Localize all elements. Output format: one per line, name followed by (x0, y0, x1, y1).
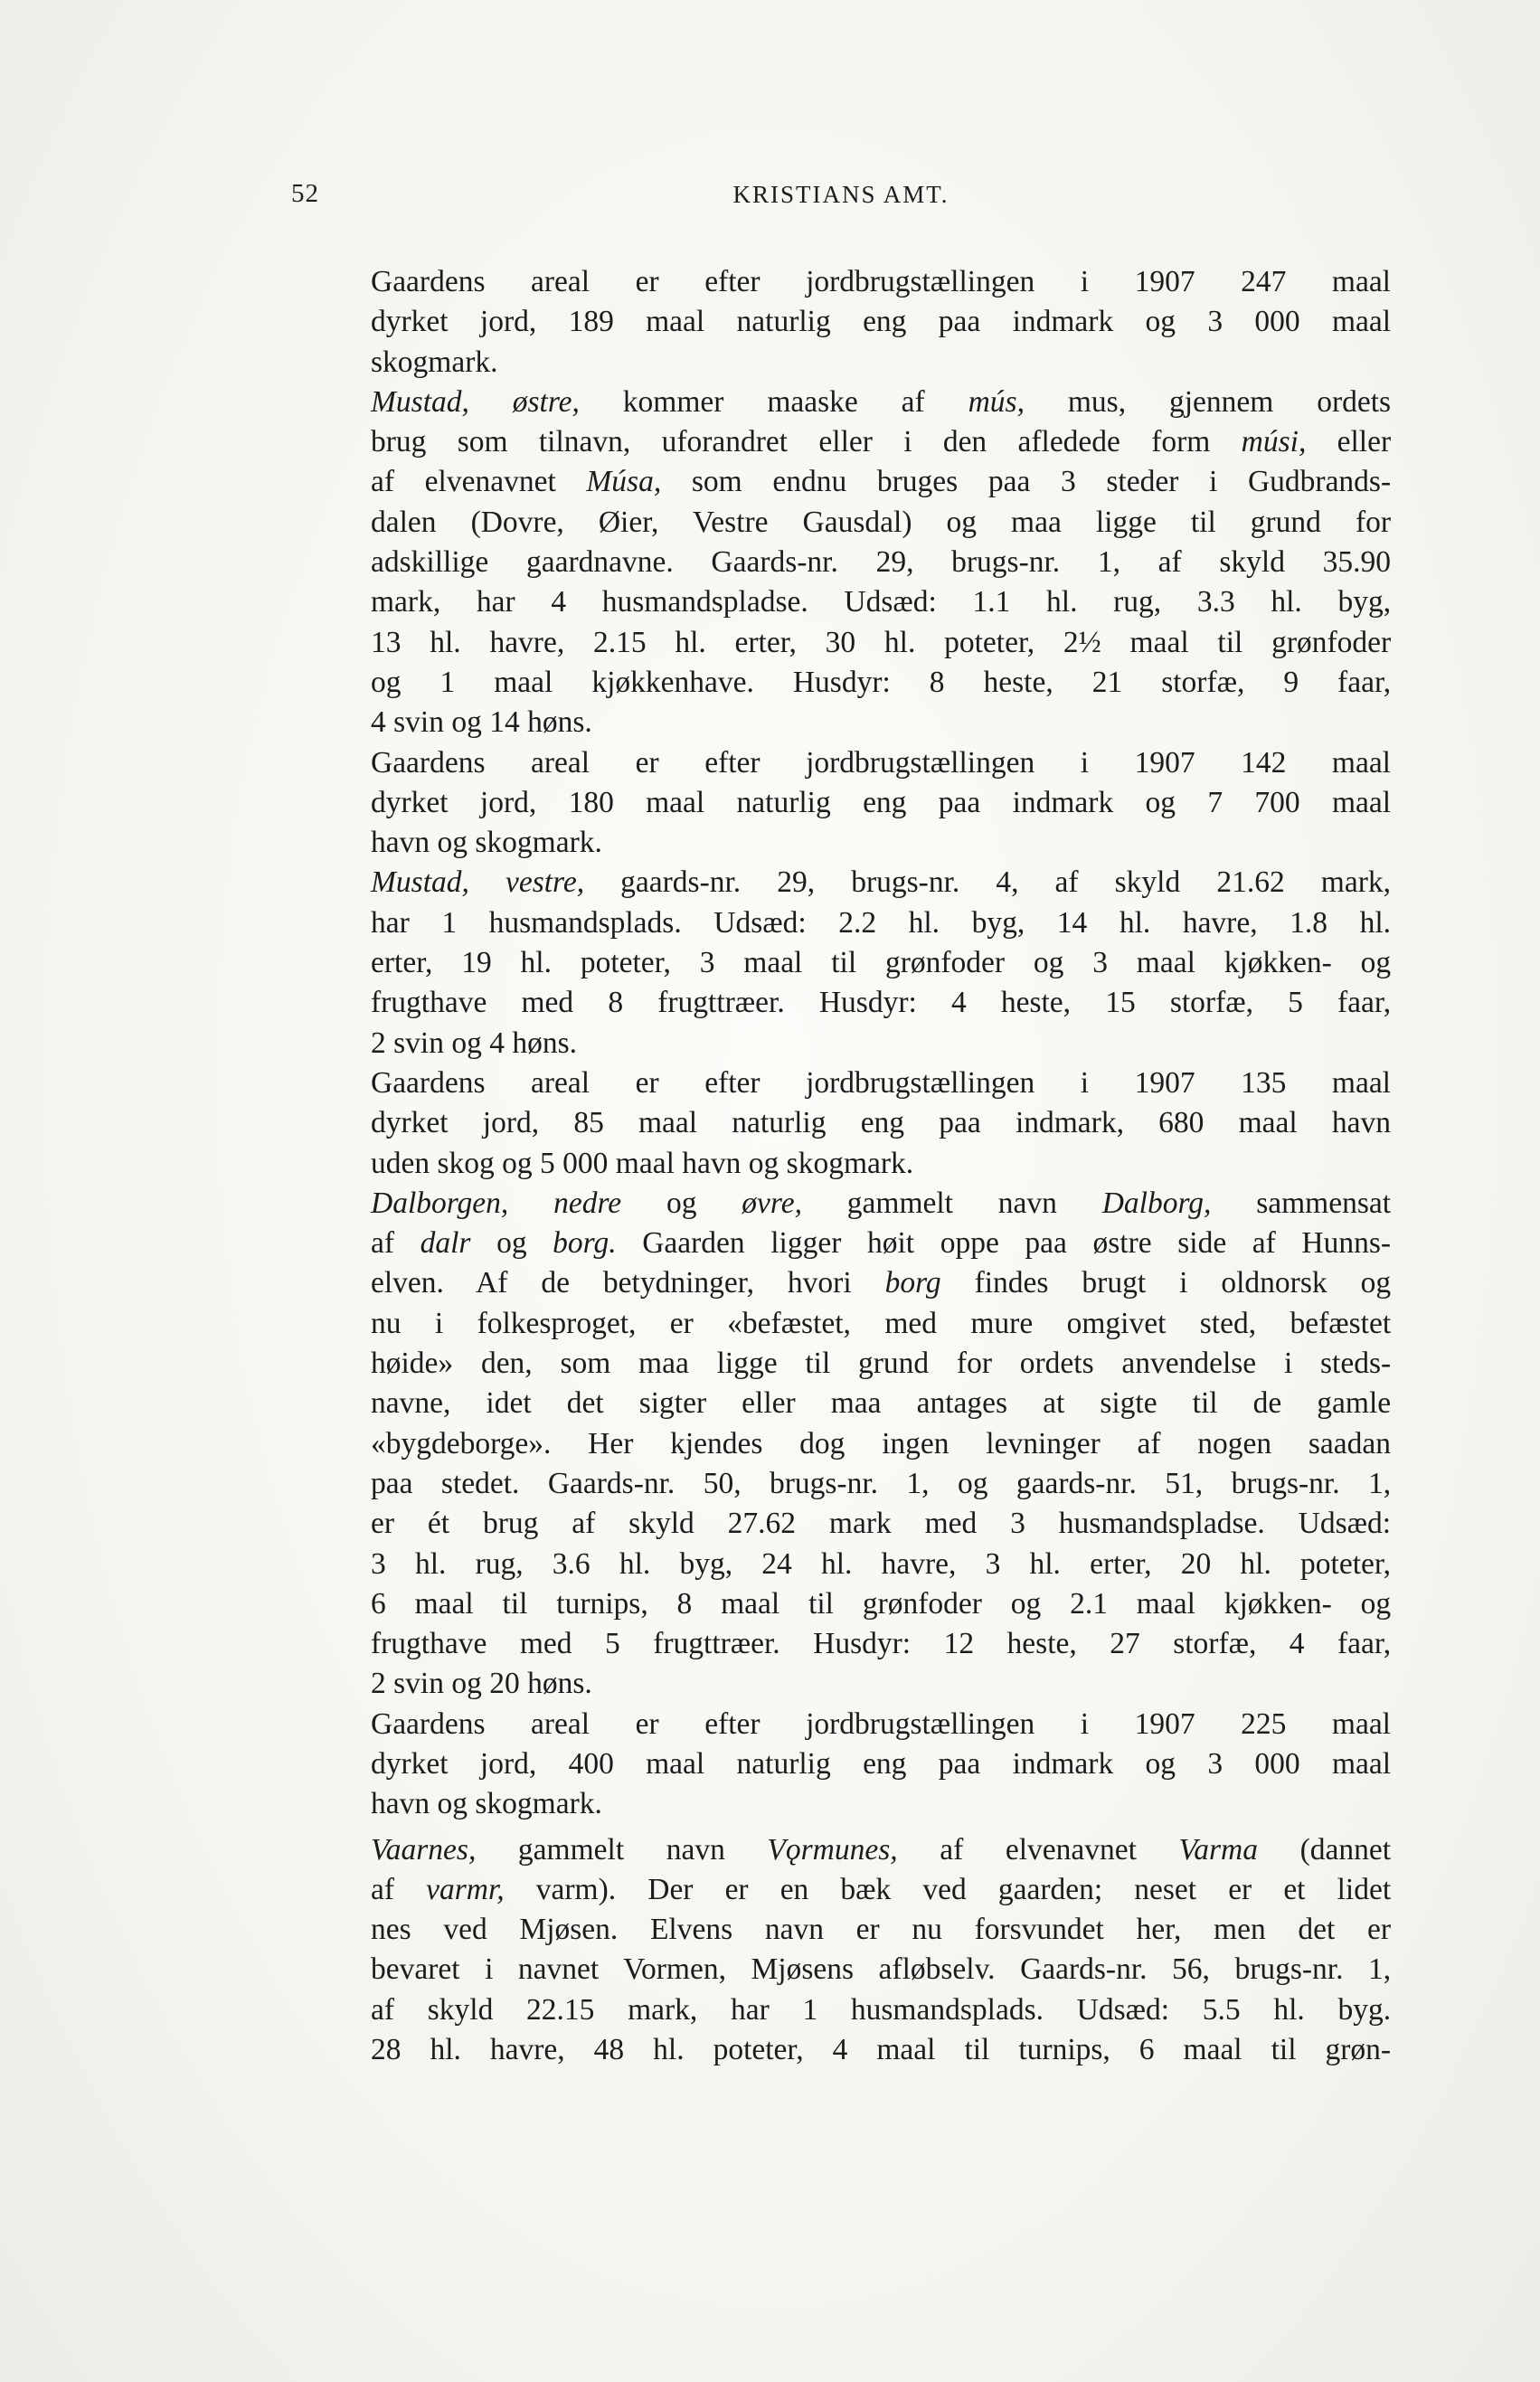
paragraph (291, 743, 1391, 864)
text-line: 3 hl. rug, 3.6 hl. byg, 24 hl. havre, 3 hl. erter, 20 hl. poteter, (371, 1546, 1392, 1581)
text-line: frugthave med 8 frugttræer. Husdyr: 4 heste, 15 storfæ, 5 faar, (371, 986, 1392, 1020)
paragraph (291, 383, 1391, 743)
text-line: 4 svin og 14 høns. (371, 705, 592, 740)
text-line: 28 hl. havre, 48 hl. poteter, 4 maal til turnips, 6 maal til grøn- (371, 2033, 1392, 2067)
text-line: havn og skogmark. (371, 826, 602, 860)
text-line: 2 svin og 4 høns. (371, 1026, 578, 1060)
text-line: og 1 maal kjøkkenhave. Husdyr: 8 heste, 21 storfæ, 9 faar, (371, 665, 1392, 699)
paragraph (291, 1063, 1391, 1184)
text-line: dyrket jord, 189 maal naturlig eng paa indmark og 3 000 maal (371, 305, 1392, 339)
paragraph (291, 1705, 1391, 1825)
paragraph (291, 1830, 1391, 2071)
text-line: mark, har 4 husmandspladse. Udsæd: 1.1 hl. rug, 3.3 hl. byg, (371, 585, 1392, 619)
text-line: høide» den, som maa ligge til grund for ordets anvendelse i steds- (371, 1347, 1392, 1381)
text-line: dyrket jord, 400 maal naturlig eng paa indmark og 3 000 maal (371, 1746, 1392, 1781)
text-line: Mustad, østre, kommer maaske af mús, mus, gjennem ordets (371, 384, 1392, 419)
text-line: uden skog og 5 000 maal havn og skogmark. (371, 1146, 914, 1180)
text-line: dyrket jord, 85 maal naturlig eng paa indmark, 680 maal havn (371, 1106, 1391, 1140)
text-line: af elvenavnet Músa, som endnu bruges paa 3 steder i Gudbrands- (371, 465, 1392, 499)
text-line: er ét brug af skyld 27.62 mark med 3 husmandspladse. Udsæd: (371, 1507, 1392, 1541)
text-line: har 1 husmandsplads. Udsæd: 2.2 hl. byg, 14 hl. havre, 1.8 hl. (371, 905, 1391, 940)
text-line: 6 maal til turnips, 8 maal til grønfoder og 2.1 maal kjøkken- og (371, 1586, 1392, 1621)
text-line: adskillige gaardnavne. Gaards-nr. 29, brugs-nr. 1, af skyld 35.90 (371, 545, 1392, 580)
text-line: navne, idet det sigter eller maa antages at sigte til de gamle (371, 1386, 1392, 1421)
text-line: dalen (Dovre, Øier, Vestre Gausdal) og maa ligge til grund for (371, 505, 1392, 539)
text-line: erter, 19 hl. poteter, 3 maal til grønfoder og 3 maal kjøkken- og (371, 946, 1392, 980)
text-line: 13 hl. havre, 2.15 hl. erter, 30 hl. poteter, 2½ maal til grønfoder (371, 625, 1392, 659)
text-line: frugthave med 5 frugttræer. Husdyr: 12 heste, 27 storfæ, 4 faar, (371, 1627, 1392, 1661)
paragraph (291, 262, 1391, 383)
text-line: Vaarnes, gammelt navn Vǫrmunes, af elvenavnet Varma (dannet (371, 1832, 1392, 1867)
text-line: af skyld 22.15 mark, har 1 husmandsplads. Udsæd: 5.5 hl. byg. (371, 1992, 1392, 2027)
text-line: havn og skogmark. (371, 1787, 602, 1821)
text-line: Mustad, vestre, gaards-nr. 29, brugs-nr. 4, af skyld 21.62 mark, (371, 865, 1391, 900)
text-line: brug som tilnavn, uforandret eller i den afledede form músi, eller (371, 425, 1392, 459)
paragraph (291, 1184, 1391, 1705)
text-line: nes ved Mjøsen. Elvens navn er nu forsvundet her, men det er (371, 1913, 1392, 1947)
text-line: skogmark. (371, 345, 498, 379)
text-line: paa stedet. Gaards-nr. 50, brugs-nr. 1, og gaards-nr. 51, brugs-nr. 1, (371, 1466, 1392, 1500)
body-text (291, 262, 1391, 2070)
text-line: Gaardens areal er efter jordbrugstællingen i 1907 225 maal (371, 1706, 1391, 1741)
text-line: nu i folkesproget, er «befæstet, med mure omgivet sted, befæstet (371, 1306, 1392, 1340)
text-line: Gaardens areal er efter jordbrugstællingen i 1907 142 maal (371, 745, 1391, 780)
text-line: bevaret i navnet Vormen, Mjøsens afløbselv. Gaards-nr. 56, brugs-nr. 1, (371, 1952, 1392, 1987)
text-line: «bygdeborge». Her kjendes dog ingen levninger af nogen saadan (371, 1426, 1391, 1460)
running-title: KRISTIANS AMT. (732, 181, 950, 208)
text-line: dyrket jord, 180 maal naturlig eng paa indmark og 7 700 maal (371, 785, 1392, 819)
text-line: Gaardens areal er efter jordbrugstællingen i 1907 247 maal (371, 265, 1391, 298)
paragraph (291, 863, 1391, 1063)
text-line: af varmr, varm). Der er en bæk ved gaarden; neset er et lidet (371, 1872, 1392, 1906)
page-number: 52 (291, 179, 319, 208)
page-header (291, 179, 1391, 228)
text-line: af dalr og borg. Gaarden ligger høit oppe paa østre side af Hunns- (371, 1226, 1392, 1261)
text-line: 2 svin og 20 høns. (371, 1667, 592, 1701)
text-line: Gaardens areal er efter jordbrugstællingen i 1907 135 maal (371, 1065, 1391, 1100)
text-line: elven. Af de betydninger, hvori borg findes brugt i oldnorsk og (371, 1266, 1392, 1300)
text-line: Dalborgen, nedre og øvre, gammelt navn Dalborg, sammensat (371, 1186, 1392, 1220)
